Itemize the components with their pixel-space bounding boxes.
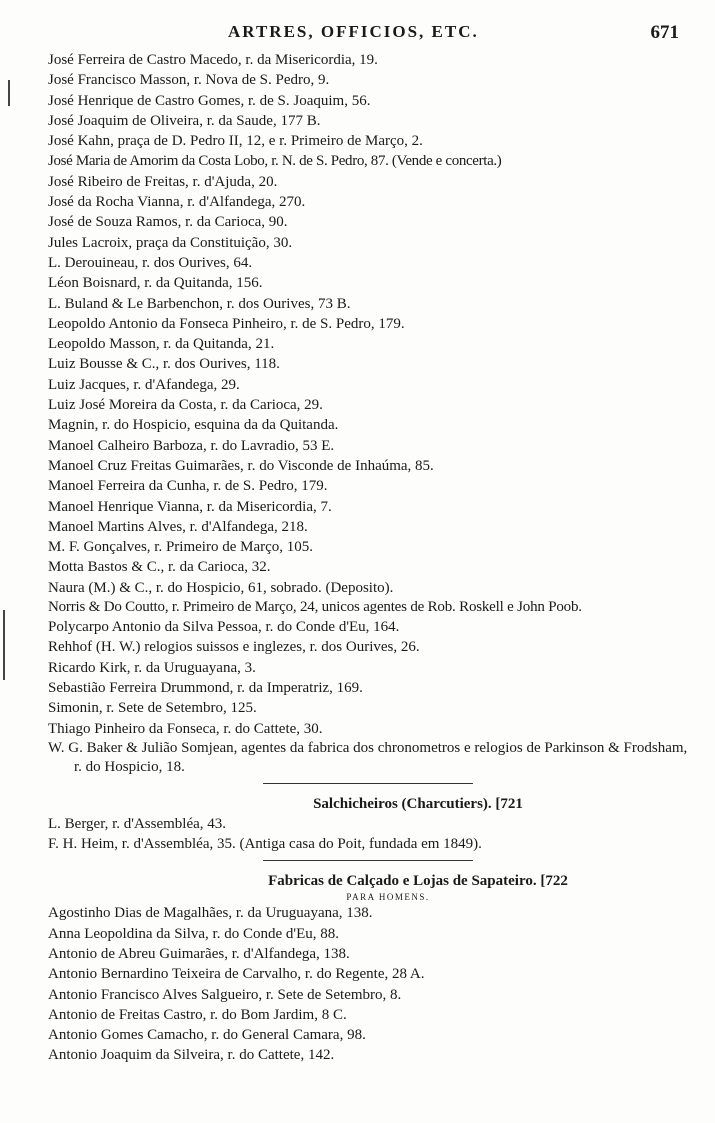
page-header (0, 22, 715, 44)
list-item: Anna Leopoldina da Silva, r. do Conde d'Eu, 88. (48, 925, 339, 942)
list-item: Antonio Gomes Camacho, r. do General Camara, 98. (48, 1027, 366, 1044)
list-item: Simonin, r. Sete de Setembro, 125. (48, 700, 257, 717)
list-item: José de Souza Ramos, r. da Carioca, 90. (48, 214, 288, 231)
section-title: Fabricas de Calçado e Lojas de Sapateiro. [722 (268, 873, 568, 890)
list-item: Antonio de Freitas Castro, r. do Bom Jardim, 8 C. (48, 1006, 347, 1023)
list-item: José Ferreira de Castro Macedo, r. da Misericordia, 19. (48, 52, 378, 68)
list-item: L. Berger, r. d'Assembléa, 43. (48, 815, 227, 832)
list-item: José Ribeiro de Freitas, r. d'Ajuda, 20. (48, 173, 278, 190)
entries-column (48, 50, 688, 1066)
running-head: ARTRES, OFFICIOS, ETC. (228, 22, 479, 41)
section-divider (263, 783, 473, 784)
margin-mark-top (8, 80, 10, 106)
list-item: José Henrique de Castro Gomes, r. de S. Joaquim, 56. (48, 92, 371, 109)
list-item: Luiz José Moreira da Costa, r. da Carioca, 29. (48, 397, 323, 414)
list-item: M. F. Gonçalves, r. Primeiro de Março, 105. (48, 539, 314, 556)
list-item: Manoel Martins Alves, r. d'Alfandega, 218. (48, 518, 308, 535)
list-item: Antonio Francisco Alves Salgueiro, r. Sete de Setembro, 8. (48, 986, 402, 1003)
list-item: Luiz Bousse & C., r. dos Ourives, 118. (48, 356, 280, 373)
list-item: L. Derouineau, r. dos Ourives, 64. (48, 254, 253, 271)
list-item: Rehhof (H. W.) relogios suissos e inglezes, r. dos Ourives, 26. (48, 639, 420, 656)
list-item: L. Buland & Le Barbenchon, r. dos Ourives, 73 B. (48, 295, 351, 312)
list-item: Magnin, r. do Hospicio, esquina da da Quitanda. (48, 417, 339, 434)
list-item: Antonio de Abreu Guimarães, r. d'Alfandega, 138. (48, 945, 350, 962)
section-divider (263, 860, 473, 861)
list-item: Luiz Jacques, r. d'Afandega, 29. (48, 376, 240, 393)
list-item: Jules Lacroix, praça da Constituição, 30. (48, 234, 293, 251)
margin-mark-middle (3, 610, 5, 680)
list-item: Motta Bastos & C., r. da Carioca, 32. (48, 559, 271, 576)
list-item: Manoel Henrique Vianna, r. da Misericordia, 7. (48, 498, 332, 515)
list-item: Thiago Pinheiro da Fonseca, r. do Cattete, 30. (48, 720, 323, 737)
list-item: José Kahn, praça de D. Pedro II, 12, e r. Primeiro de Março, 2. (48, 133, 423, 150)
list-item: José Joaquim de Oliveira, r. da Saude, 177 B. (48, 112, 321, 129)
page-number: 671 (650, 22, 679, 43)
list-item: Ricardo Kirk, r. da Uruguayana, 3. (48, 659, 256, 676)
section-subtitle: PARA HOMENS. (346, 892, 430, 903)
list-item: Léon Boisnard, r. da Quitanda, 156. (48, 275, 263, 292)
list-item: Leopoldo Antonio da Fonseca Pinheiro, r. de S. Pedro, 179. (48, 315, 405, 332)
section-charcutiers (48, 783, 688, 855)
section-calcado (48, 860, 688, 1065)
list-item: Sebastião Ferreira Drummond, r. da Imperatriz, 169. (48, 679, 363, 696)
list-item: Manoel Ferreira da Cunha, r. de S. Pedro, 179. (48, 478, 328, 495)
list-item: Manoel Calheiro Barboza, r. do Lavradio, 53 E. (48, 437, 335, 454)
list-item: F. H. Heim, r. d'Assembléa, 35. (Antiga casa do Poit, fundada em 1849). (48, 836, 482, 853)
list-item: W. G. Baker & Julião Somjean, agentes da fabrica dos chronometros e relogios de Parkinson & Frodsham, r. do Hospicio, 18. (48, 739, 688, 775)
list-item: Leopoldo Masson, r. da Quitanda, 21. (48, 336, 275, 353)
section-title: Salchicheiros (Charcutiers). [721 (313, 795, 523, 812)
list-item: Antonio Joaquim da Silveira, r. do Cattete, 142. (48, 1047, 335, 1064)
list-item: José da Rocha Vianna, r. d'Alfandega, 270. (48, 194, 306, 211)
list-item: Naura (M.) & C., r. do Hospicio, 61, sobrado. (Deposito). (48, 579, 394, 596)
list-item: Agostinho Dias de Magalhães, r. da Uruguayana, 138. (48, 905, 373, 922)
list-item: Antonio Bernardino Teixeira de Carvalho, r. do Regente, 28 A. (48, 966, 425, 983)
list-item: Norris & Do Coutto, r. Primeiro de Março, 24, unicos agentes de Rob. Roskell e John Poob. (48, 599, 582, 616)
list-item: Manoel Cruz Freitas Guimarães, r. do Visconde de Inhaúma, 85. (48, 457, 434, 474)
list-item: Polycarpo Antonio da Silva Pessoa, r. do Conde d'Eu, 164. (48, 619, 400, 636)
list-item: José Francisco Masson, r. Nova de S. Pedro, 9. (48, 72, 330, 89)
list-item: José Maria de Amorim da Costa Lobo, r. N. de S. Pedro, 87. (Vende e concerta.) (48, 153, 502, 170)
